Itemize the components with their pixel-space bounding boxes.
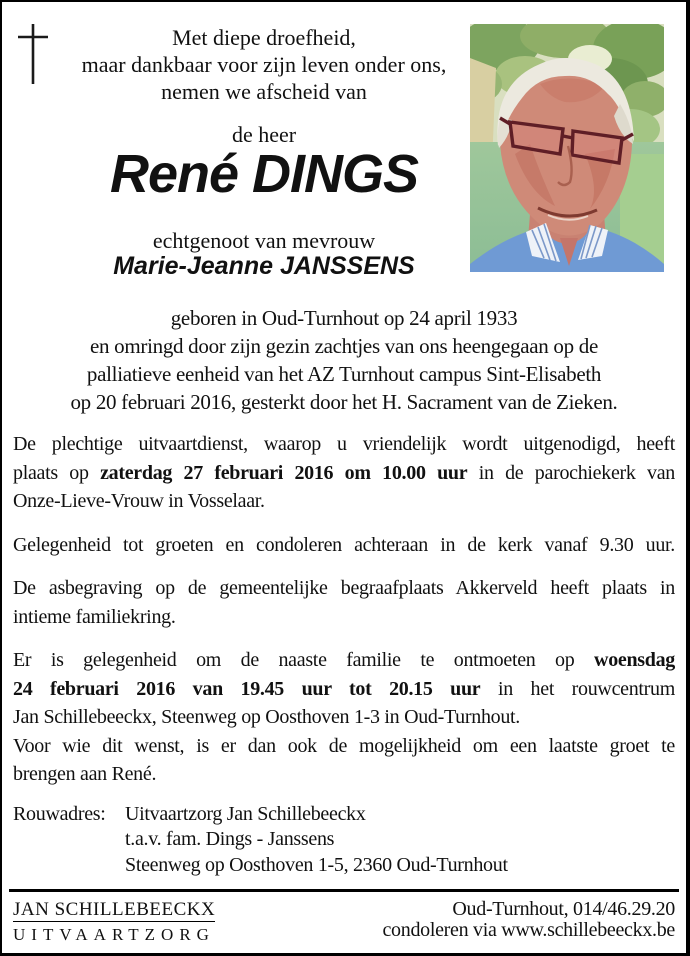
spouse-name: Marie-Jeanne JANSSENS (113, 252, 415, 280)
mourning-address-line: Steenweg op Oosthoven 1-5, 2360 Oud-Turnhout (125, 853, 508, 876)
life-line: geboren in Oud-Turnhout op 24 april 1933 (170, 306, 518, 330)
footer (13, 899, 675, 944)
intro-line: nemen we afscheid van (161, 79, 367, 104)
service-line: Onze-Lieve-Vrouw in Vosselaar. (13, 490, 265, 512)
mourning-address-line: t.a.v. fam. Dings - Janssens (125, 828, 335, 850)
greeting-line: Gelegenheid tot groeten en condoleren achteraan in de kerk vanaf 9.30 uur. (13, 533, 675, 556)
visitation-line: Jan Schillebeeckx, Steenweg op Oosthoven 1-3 in Oud-Turnhout. (13, 706, 521, 728)
portrait-photo (470, 24, 664, 272)
salutation: de heer (231, 122, 297, 147)
contact-phone: Oud-Turnhout, 014/46.29.20 (452, 897, 675, 920)
service-line: plaats op zaterdag 27 februari 2016 om 10.00 uur in de parochiekerk van (13, 461, 675, 484)
mourning-address-label: Rouwadres: (13, 802, 106, 825)
visitation-datetime: woensdag (594, 649, 675, 671)
funeral-home-name: JAN SCHILLEBEECKX (13, 898, 216, 920)
life-dates-block (13, 304, 675, 416)
life-line: palliatieve eenheid van het AZ Turnhout campus Sint-Elisabeth (86, 362, 602, 386)
spouse-prefix: echtgenoot van mevrouw (152, 228, 376, 253)
last-greeting-line: brengen aan René. (13, 763, 157, 785)
greeting-paragraph (13, 531, 675, 560)
visitation-line: Er is gelegenheid om de naaste familie te ontmoeten op woensdag (13, 649, 675, 671)
funeral-home-contact (382, 899, 675, 942)
intro-line: Met diepe droefheid, (172, 25, 356, 50)
footer-divider (9, 889, 679, 892)
cross-icon (16, 22, 50, 86)
intro-line: maar dankbaar voor zijn leven onder ons, (81, 52, 447, 77)
mourning-address-lines (125, 802, 508, 879)
life-line: op 20 februari 2016, gesterkt door het H. Sacrament van de Zieken. (70, 390, 618, 414)
mourning-address-line: Uitvaartzorg Jan Schillebeeckx (125, 802, 366, 825)
service-datetime: zaterdag 27 februari 2016 om 10.00 uur (100, 461, 468, 484)
burial-line: intieme familiekring. (13, 605, 176, 628)
funeral-home-logo (13, 899, 215, 944)
burial-line: De asbegraving op de gemeentelijke begraafplaats Akkerveld heeft plaats in (13, 577, 675, 599)
deceased-name: René DINGS (109, 144, 419, 204)
life-line: en omringd door zijn gezin zachtjes van ons heengegaan op de (90, 334, 598, 358)
funeral-home-subtitle: UITVAARTZORG (13, 924, 215, 944)
service-paragraph (13, 430, 675, 516)
contact-website: condoleren via www.schillebeeckx.be (382, 919, 675, 941)
last-greeting-paragraph (13, 732, 675, 789)
burial-paragraph (13, 574, 675, 631)
last-greeting-line: Voor wie dit wenst, is er dan ook de mogelijkheid om een laatste groet te (13, 734, 675, 757)
mourning-address-block (13, 802, 675, 879)
intro-block (13, 24, 515, 280)
service-line: De plechtige uitvaartdienst, waarop u vriendelijk wordt uitgenodigd, heeft (13, 433, 675, 455)
visitation-paragraph (13, 646, 675, 732)
visitation-datetime: 24 februari 2016 van 19.45 uur tot 20.15 uur (13, 677, 481, 700)
visitation-line: 24 februari 2016 van 19.45 uur tot 20.15 uur in het rouwcentrum (13, 677, 675, 700)
